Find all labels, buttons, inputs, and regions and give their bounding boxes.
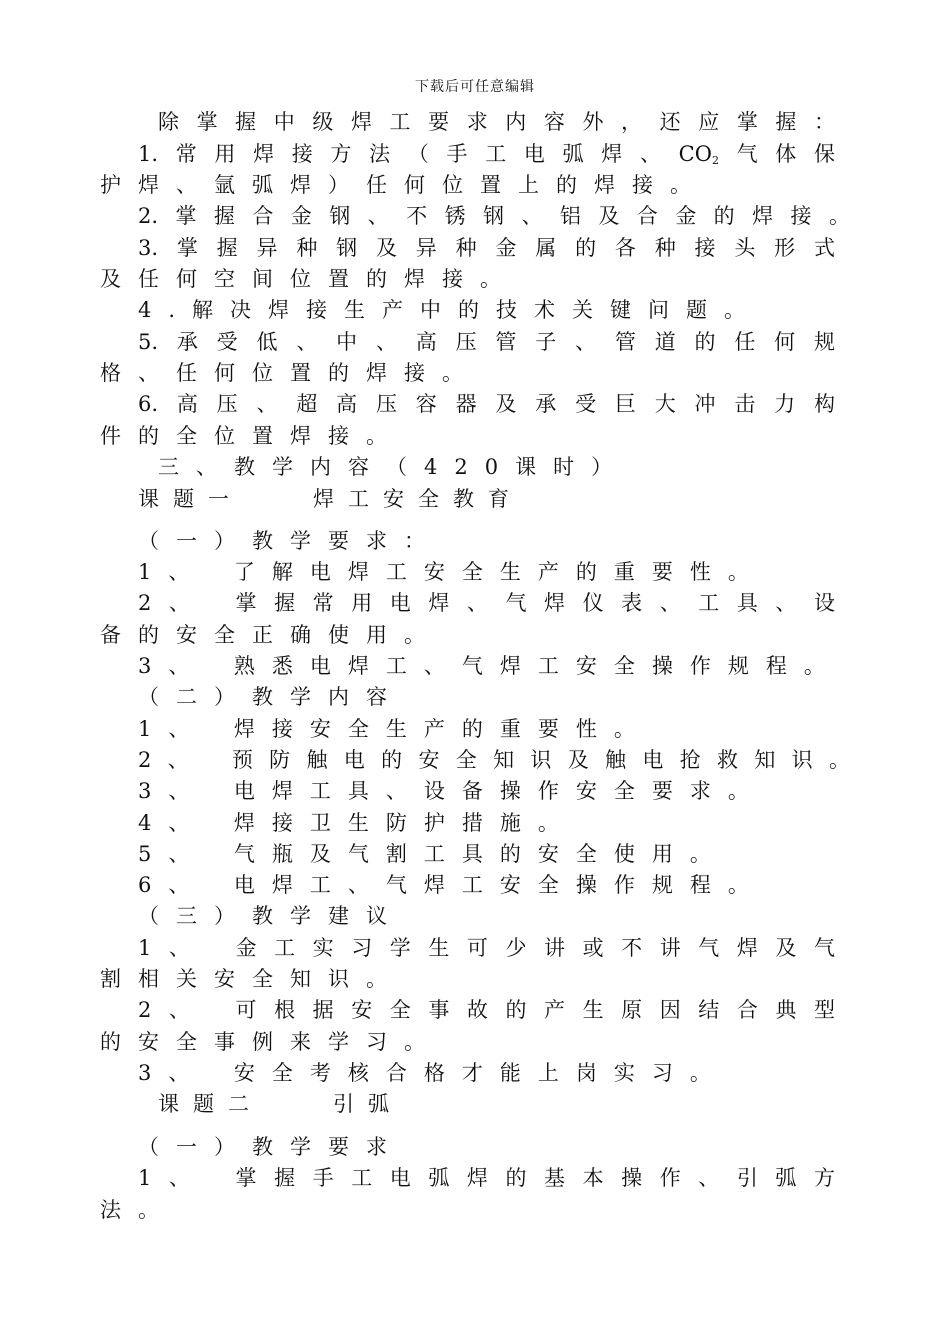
topic-2-heading: 课题二 引弧: [158, 1092, 403, 1116]
item-3-line-1: 3.掌握异种钢及异种金属的各种接头形式: [138, 236, 835, 260]
requirement-2-line-2: 备的安全正确使用。: [100, 623, 442, 647]
section-3-heading: 三、教学内容（420课时）: [158, 455, 630, 479]
item-5-line-2: 格、任何位置的焊接。: [100, 361, 480, 385]
subheading-content: （二）教学内容: [138, 685, 404, 709]
suggestion-1-line-2: 割相关安全知识。: [100, 967, 404, 991]
content-6: 6、 电焊工、气焊工安全操作规程。: [138, 873, 766, 897]
topic-2-requirement-1-line-2: 法。: [100, 1198, 176, 1222]
requirement-3: 3、 熟悉电焊工、气焊工安全操作规程。: [138, 654, 842, 678]
content-5: 5、 气瓶及气割工具的安全使用。: [138, 842, 728, 866]
item-1-line-2: 护焊、氩弧焊）任何位置上的焊接。: [100, 173, 708, 197]
suggestion-3: 3、 安全考核合格才能上岗实习。: [138, 1061, 728, 1085]
subheading-requirements: （一）教学要求：: [138, 529, 442, 553]
topic-1-heading: 课题一 焊工安全教育: [138, 487, 523, 511]
page-header: 下载后可任意编辑: [415, 79, 535, 95]
requirement-2-line-1: 2、 掌握常用电焊、气焊仪表、工具、设: [138, 591, 835, 615]
content-2: 2、 预防触电的安全知识及触电抢救知识。: [138, 748, 850, 772]
intro-line: 除掌握中级焊工要求内容外，还应掌握：: [158, 110, 835, 134]
suggestion-1-line-1: 1、 金工实习学生可少讲或不讲气焊及气: [138, 936, 835, 960]
item-6-line-2: 件的全位置焊接。: [100, 424, 404, 448]
requirement-1: 1、 了解电焊工安全生产的重要性。: [138, 560, 766, 584]
content-4: 4、 焊接卫生防护措施。: [138, 811, 576, 835]
suggestion-2-line-2: 的安全事例来学习。: [100, 1030, 442, 1054]
suggestion-2-line-1: 2、 可根据安全事故的产生原因结合典型: [138, 998, 835, 1022]
item-5-line-1: 5.承受低、中、高压管子、管道的任何规: [138, 330, 835, 354]
content-3: 3、 电焊工具、设备操作安全要求。: [138, 779, 766, 803]
content-1: 1、 焊接安全生产的重要性。: [138, 717, 652, 741]
item-4-line: 4.解决焊接生产中的技术关键问题。: [138, 298, 763, 322]
item-1-line-1: 1.常用焊接方法（手工电弧焊、$CO_2$气体保: [138, 142, 835, 167]
item-6-line-1: 6.高压、超高压容器及承受巨大冲击力构: [138, 392, 835, 416]
subheading-suggestions: （三）教学建议: [138, 904, 404, 928]
topic-2-requirement-1-line-1: 1、 掌握手工电弧焊的基本操作、引弧方: [138, 1166, 835, 1190]
item-2-line: 2.掌握合金钢、不锈钢、铝及合金的焊接。: [138, 204, 850, 228]
item-3-line-2: 及任何空间位置的焊接。: [100, 267, 518, 291]
topic-2-subheading-requirements: （一）教学要求: [138, 1135, 404, 1159]
